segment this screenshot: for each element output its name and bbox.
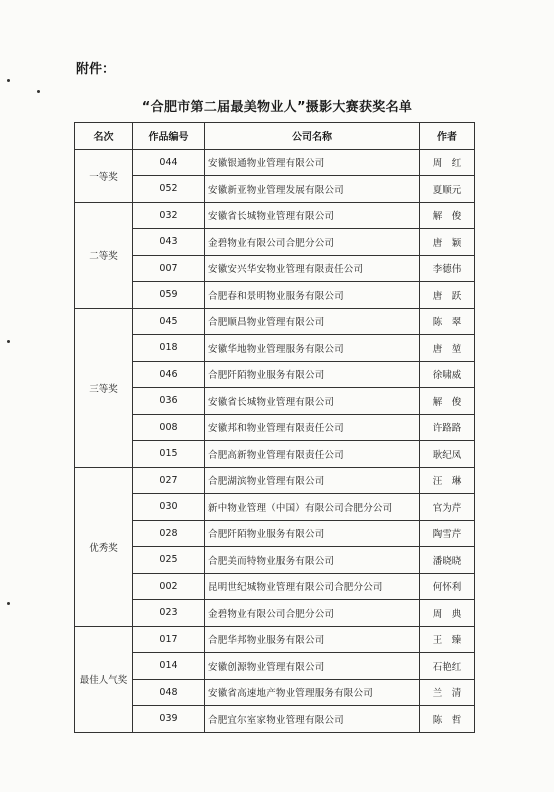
author-cell: 唐 堃 — [420, 335, 475, 362]
table-row — [75, 202, 475, 229]
table-row — [75, 626, 475, 653]
work-id-cell: 059 — [133, 282, 205, 309]
author-cell: 解 俊 — [420, 388, 475, 415]
company-cell: 合肥阡陌物业服务有限公司 — [205, 361, 420, 388]
table-row — [75, 414, 475, 441]
work-id-cell: 018 — [133, 335, 205, 362]
company-cell: 安徽省长城物业管理有限公司 — [205, 388, 420, 415]
work-id-cell: 007 — [133, 255, 205, 282]
author-cell: 唐 跃 — [420, 282, 475, 309]
company-cell: 合肥湖滨物业管理有限公司 — [205, 467, 420, 494]
author-cell: 徐啸威 — [420, 361, 475, 388]
work-id-cell: 014 — [133, 653, 205, 680]
author-cell: 解 俊 — [420, 202, 475, 229]
work-id-cell: 008 — [133, 414, 205, 441]
company-cell: 安徽华地物业管理服务有限公司 — [205, 335, 420, 362]
author-cell: 王 臻 — [420, 626, 475, 653]
author-cell: 官为芹 — [420, 494, 475, 521]
table-row — [75, 520, 475, 547]
work-id-cell: 023 — [133, 600, 205, 627]
company-cell: 安徽邦和物业管理有限责任公司 — [205, 414, 420, 441]
work-id-cell: 017 — [133, 626, 205, 653]
work-id-cell: 044 — [133, 149, 205, 176]
work-id-cell: 036 — [133, 388, 205, 415]
work-id-cell: 028 — [133, 520, 205, 547]
table-row — [75, 467, 475, 494]
company-cell: 新中物业管理（中国）有限公司合肥分公司 — [205, 494, 420, 521]
awards-table — [74, 122, 475, 733]
work-id-cell: 030 — [133, 494, 205, 521]
table-row — [75, 388, 475, 415]
author-cell: 周 典 — [420, 600, 475, 627]
table-row — [75, 361, 475, 388]
work-id-cell: 027 — [133, 467, 205, 494]
table-row — [75, 176, 475, 203]
table-row — [75, 547, 475, 574]
rank-cell: 最佳人气奖 — [75, 626, 133, 732]
attachment-label: 附件： — [76, 62, 116, 77]
company-cell: 合肥高新物业管理有限责任公司 — [205, 441, 420, 468]
work-id-cell: 039 — [133, 706, 205, 733]
work-id-cell: 052 — [133, 176, 205, 203]
company-cell: 安徽新亚物业管理发展有限公司 — [205, 176, 420, 203]
company-cell: 昆明世纪城物业管理有限公司合肥分公司 — [205, 573, 420, 600]
author-cell: 周 红 — [420, 149, 475, 176]
work-id-cell: 043 — [133, 229, 205, 256]
author-cell: 何怀利 — [420, 573, 475, 600]
author-cell: 陈 翠 — [420, 308, 475, 335]
author-cell: 陶雪芹 — [420, 520, 475, 547]
company-cell: 合肥华邦物业服务有限公司 — [205, 626, 420, 653]
table-row — [75, 335, 475, 362]
author-cell: 陈 哲 — [420, 706, 475, 733]
work-id-cell: 015 — [133, 441, 205, 468]
table-row — [75, 653, 475, 680]
company-cell: 金碧物业有限公司合肥分公司 — [205, 600, 420, 627]
column-header-work-id: 作品编号 — [133, 123, 205, 150]
company-cell: 安徽省高速地产物业管理服务有限公司 — [205, 679, 420, 706]
column-header-author: 作者 — [420, 123, 475, 150]
work-id-cell: 032 — [133, 202, 205, 229]
author-cell: 汪 琳 — [420, 467, 475, 494]
table-row — [75, 706, 475, 733]
author-cell: 耿纪凤 — [420, 441, 475, 468]
table-row — [75, 255, 475, 282]
margin-dot — [7, 602, 10, 605]
table-header-row — [75, 123, 475, 150]
table-row — [75, 229, 475, 256]
work-id-cell: 045 — [133, 308, 205, 335]
author-cell: 李德伟 — [420, 255, 475, 282]
author-cell: 夏顺元 — [420, 176, 475, 203]
table-row — [75, 149, 475, 176]
author-cell: 许路路 — [420, 414, 475, 441]
company-cell: 合肥春和景明物业服务有限公司 — [205, 282, 420, 309]
company-cell: 安徽省长城物业管理有限公司 — [205, 202, 420, 229]
document-title: “合肥市第二届最美物业人”摄影大赛获奖名单 — [141, 100, 413, 115]
table-row — [75, 573, 475, 600]
margin-dot — [37, 90, 40, 93]
author-cell: 唐 颖 — [420, 229, 475, 256]
company-cell: 安徽创源物业管理有限公司 — [205, 653, 420, 680]
margin-dot — [7, 340, 10, 343]
author-cell: 潘晓晓 — [420, 547, 475, 574]
column-header-rank: 名次 — [75, 123, 133, 150]
work-id-cell: 025 — [133, 547, 205, 574]
company-cell: 金碧物业有限公司合肥分公司 — [205, 229, 420, 256]
company-cell: 合肥顺昌物业管理有限公司 — [205, 308, 420, 335]
table-row — [75, 600, 475, 627]
author-cell: 兰 清 — [420, 679, 475, 706]
company-cell: 合肥美而特物业服务有限公司 — [205, 547, 420, 574]
margin-dot — [7, 79, 10, 82]
company-cell: 合肥阡陌物业服务有限公司 — [205, 520, 420, 547]
table-row — [75, 494, 475, 521]
table-row — [75, 282, 475, 309]
company-cell: 安徽安兴华安物业管理有限责任公司 — [205, 255, 420, 282]
column-header-company: 公司名称 — [205, 123, 420, 150]
company-cell: 安徽银通物业管理有限公司 — [205, 149, 420, 176]
table-row — [75, 679, 475, 706]
company-cell: 合肥宜尔室家物业管理有限公司 — [205, 706, 420, 733]
rank-cell: 二等奖 — [75, 202, 133, 308]
table-row — [75, 441, 475, 468]
rank-cell: 优秀奖 — [75, 467, 133, 626]
rank-cell: 三等奖 — [75, 308, 133, 467]
work-id-cell: 048 — [133, 679, 205, 706]
table-row — [75, 308, 475, 335]
work-id-cell: 002 — [133, 573, 205, 600]
rank-cell: 一等奖 — [75, 149, 133, 202]
author-cell: 石艳红 — [420, 653, 475, 680]
work-id-cell: 046 — [133, 361, 205, 388]
